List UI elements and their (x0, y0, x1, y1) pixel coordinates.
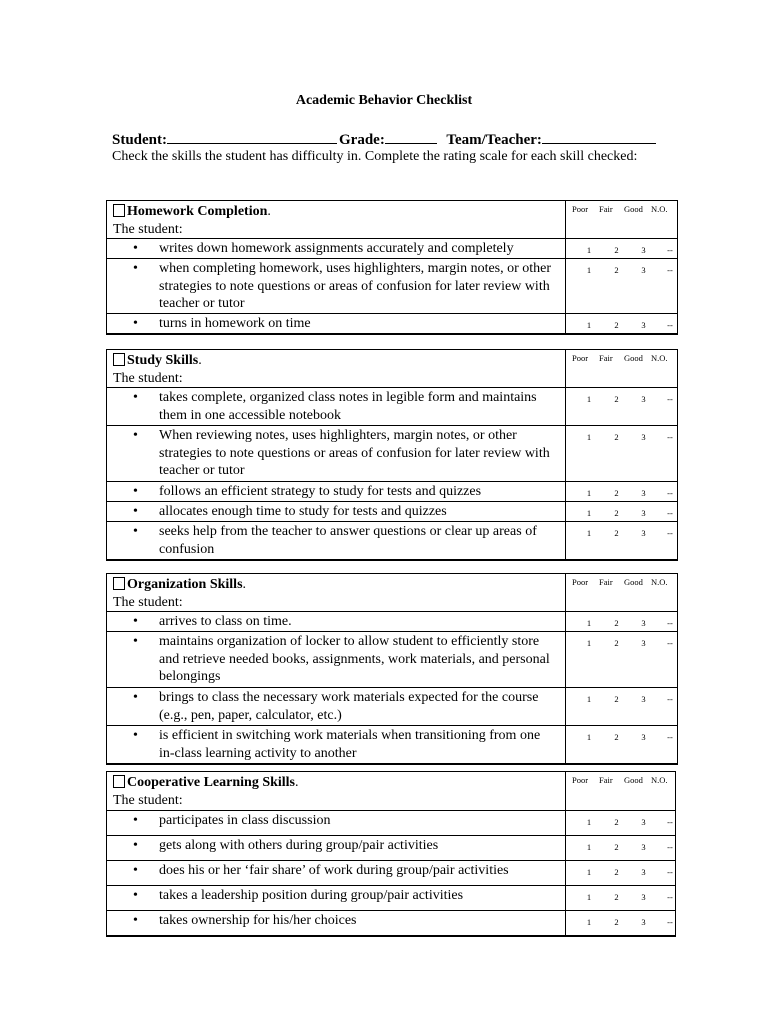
rating-scale-header (572, 353, 671, 363)
rating-option[interactable]: 1 (586, 917, 592, 927)
rating-option[interactable]: 1 (586, 394, 592, 404)
section-header (107, 350, 677, 388)
bullet-icon: • (133, 813, 138, 828)
item-text: participates in class discussion (159, 813, 331, 828)
rating-option[interactable]: 1 (586, 320, 592, 330)
rating-option[interactable]: -- (667, 867, 673, 877)
section-checkbox[interactable] (113, 577, 125, 590)
section-intro: The student: (113, 793, 183, 808)
scale-label-good: Good (624, 353, 643, 363)
section-name-period: . (267, 204, 271, 219)
rating-option[interactable]: -- (667, 394, 673, 404)
checklist-item (107, 426, 677, 482)
team-teacher-label: Team/Teacher: (446, 132, 542, 148)
item-text: allocates enough time to study for tests and quizzes (159, 504, 447, 519)
bullet-icon: • (133, 524, 138, 539)
rating-option[interactable]: 2 (614, 917, 619, 927)
scale-label-poor: Poor (572, 353, 589, 363)
rating-option[interactable]: -- (667, 432, 673, 442)
rating-option[interactable]: 3 (641, 638, 646, 648)
rating-option[interactable]: 2 (614, 618, 619, 628)
rating-option[interactable]: 3 (641, 842, 646, 852)
rating-scale-header (572, 775, 671, 785)
checklist-item (107, 811, 675, 836)
section-name-period: . (295, 775, 299, 790)
rating-option[interactable]: 3 (641, 320, 646, 330)
bullet-icon: • (133, 484, 138, 499)
checklist-item (107, 612, 677, 632)
rating-scale-header (572, 204, 671, 214)
rating-option[interactable]: -- (667, 488, 673, 498)
section-name: Homework Completion (127, 204, 268, 219)
rating-option[interactable]: 2 (614, 432, 619, 442)
rating-option[interactable]: -- (667, 320, 673, 330)
rating-option[interactable]: 3 (641, 917, 646, 927)
rating-column-divider (565, 201, 566, 334)
section-header (107, 201, 677, 239)
rating-option[interactable]: 3 (641, 265, 646, 275)
bullet-icon: • (133, 838, 138, 853)
team-teacher-blank[interactable] (542, 129, 656, 144)
item-rating-scale (575, 839, 683, 857)
rating-scale-header (572, 577, 671, 587)
grade-label: Grade: (339, 132, 385, 148)
scale-label-fair: Fair (599, 353, 613, 363)
bullet-icon: • (133, 241, 138, 256)
checklist-item (107, 886, 675, 911)
scale-label-poor: Poor (572, 204, 589, 214)
rating-option[interactable]: 2 (614, 694, 619, 704)
rating-option[interactable]: 1 (586, 867, 592, 877)
rating-option[interactable]: 1 (586, 245, 592, 255)
checklist-item (107, 482, 677, 502)
bullet-icon: • (133, 888, 138, 903)
rating-option[interactable]: 2 (614, 528, 619, 538)
item-text: takes complete, organized class notes in legible form and maintains them in one accessible notebook (159, 390, 537, 423)
item-text: When reviewing notes, uses highlighters, margin notes, or other strategies to note questions or areas of confusion for later review with teacher or tutor (159, 428, 550, 478)
item-rating-scale (575, 729, 683, 747)
bullet-icon: • (133, 634, 138, 649)
rating-option[interactable]: 1 (586, 892, 592, 902)
scale-label-no: N.O. (651, 577, 668, 587)
rating-option[interactable]: 2 (614, 638, 619, 648)
rating-option[interactable]: 1 (586, 432, 592, 442)
item-rating-scale (575, 429, 683, 447)
item-rating-scale (575, 317, 683, 335)
checklist-item (107, 259, 677, 314)
item-rating-scale (575, 889, 683, 907)
rating-option[interactable]: 1 (586, 842, 592, 852)
checklist-item (107, 688, 677, 726)
item-text: seeks help from the teacher to answer questions or clear up areas of confusion (159, 524, 537, 557)
item-rating-scale (575, 505, 683, 523)
section-header (107, 772, 675, 811)
item-text: takes ownership for his/her choices (159, 913, 357, 928)
checklist-item (107, 314, 677, 334)
section-name: Organization Skills (127, 577, 243, 592)
item-rating-scale (575, 391, 683, 409)
rating-column-divider (565, 574, 566, 764)
bullet-icon: • (133, 913, 138, 928)
section-checkbox[interactable] (113, 775, 125, 788)
item-rating-scale (575, 615, 683, 633)
checklist-item (107, 502, 677, 522)
student-label: Student: (112, 132, 168, 148)
bullet-icon: • (133, 728, 138, 743)
item-text: takes a leadership position during group/pair activities (159, 888, 464, 903)
rating-option[interactable]: 1 (586, 528, 592, 538)
checklist-section (106, 771, 676, 937)
rating-option[interactable]: -- (667, 618, 673, 628)
checklist-section (106, 573, 678, 765)
checklist-item (107, 239, 677, 259)
checklist-item (107, 388, 677, 426)
scale-label-no: N.O. (651, 775, 668, 785)
checklist-item (107, 861, 675, 886)
item-rating-scale (575, 262, 683, 280)
bullet-icon: • (133, 390, 138, 405)
item-rating-scale (575, 864, 683, 882)
checklist-section (106, 349, 678, 561)
checklist-section (106, 200, 678, 335)
scale-label-good: Good (624, 775, 643, 785)
scale-label-no: N.O. (651, 353, 668, 363)
section-header (107, 574, 677, 612)
rating-column-divider (565, 350, 566, 560)
bullet-icon: • (133, 863, 138, 878)
rating-option[interactable]: -- (667, 265, 673, 275)
rating-option[interactable]: -- (667, 842, 673, 852)
scale-label-poor: Poor (572, 577, 589, 587)
rating-option[interactable]: 3 (641, 508, 646, 518)
bullet-icon: • (133, 316, 138, 331)
item-text: follows an efficient strategy to study for tests and quizzes (159, 484, 482, 499)
rating-option[interactable]: 2 (614, 508, 619, 518)
rating-option[interactable]: 2 (614, 320, 619, 330)
item-text: is efficient in switching work materials when transitioning from one in-class learning activity to another (159, 728, 541, 761)
rating-option[interactable]: 1 (586, 488, 592, 498)
item-rating-scale (575, 242, 683, 260)
rating-option[interactable]: -- (667, 917, 673, 927)
rating-option[interactable]: 2 (614, 892, 619, 902)
scale-label-fair: Fair (599, 577, 613, 587)
rating-option[interactable]: -- (667, 732, 673, 742)
rating-option[interactable]: -- (667, 694, 673, 704)
rating-option[interactable]: -- (667, 528, 673, 538)
rating-option[interactable]: 3 (641, 394, 646, 404)
checklist-item (107, 522, 677, 560)
scale-label-fair: Fair (599, 204, 613, 214)
scale-label-no: N.O. (651, 204, 668, 214)
item-text: brings to class the necessary work materials expected for the course (e.g., pen, paper, calculator, etc.) (159, 690, 539, 723)
rating-option[interactable]: 3 (641, 732, 646, 742)
rating-option[interactable]: 3 (641, 488, 646, 498)
item-text: turns in homework on time (159, 316, 311, 331)
item-rating-scale (575, 485, 683, 503)
checklist-item (107, 632, 677, 688)
item-rating-scale (575, 691, 683, 709)
section-intro: The student: (113, 371, 183, 386)
item-rating-scale (575, 914, 683, 932)
rating-option[interactable]: -- (667, 508, 673, 518)
bullet-icon: • (133, 428, 138, 443)
rating-option[interactable]: 2 (614, 265, 619, 275)
section-checkbox[interactable] (113, 204, 125, 217)
rating-option[interactable]: 3 (641, 528, 646, 538)
rating-option[interactable]: 1 (586, 265, 592, 275)
section-name-period: . (198, 353, 202, 368)
student-info-line (112, 129, 658, 149)
item-text: when completing homework, uses highlighters, margin notes, or other strategies to note questions or areas of confusion for later review with teacher or tutor (159, 261, 552, 311)
rating-option[interactable]: 1 (586, 508, 592, 518)
bullet-icon: • (133, 690, 138, 705)
page-title: Academic Behavior Checklist (295, 93, 473, 108)
item-rating-scale (575, 525, 683, 543)
rating-option[interactable]: 1 (586, 638, 592, 648)
bullet-icon: • (133, 261, 138, 276)
rating-option[interactable]: 3 (641, 867, 646, 877)
rating-option[interactable]: -- (667, 638, 673, 648)
rating-column-divider (565, 772, 566, 936)
rating-option[interactable]: 2 (614, 842, 619, 852)
rating-option[interactable]: 3 (641, 245, 646, 255)
rating-option[interactable]: 2 (614, 245, 619, 255)
rating-option[interactable]: -- (667, 245, 673, 255)
rating-option[interactable]: 2 (614, 488, 619, 498)
grade-blank[interactable] (385, 129, 437, 144)
checklist-item (107, 911, 675, 936)
item-text: gets along with others during group/pair activities (159, 838, 439, 853)
rating-option[interactable]: 3 (641, 817, 646, 827)
rating-option[interactable]: 1 (586, 694, 592, 704)
rating-option[interactable]: -- (667, 892, 673, 902)
rating-option[interactable]: 3 (641, 694, 646, 704)
section-name: Study Skills (127, 353, 199, 368)
checklist-item (107, 836, 675, 861)
section-checkbox[interactable] (113, 353, 125, 366)
rating-option[interactable]: 2 (614, 817, 619, 827)
instructions: Check the skills the student has difficulty in. Complete the rating scale for each skill checked: (112, 149, 638, 164)
rating-option[interactable]: 3 (641, 892, 646, 902)
checklist-item (107, 726, 677, 764)
bullet-icon: • (133, 504, 138, 519)
rating-option[interactable]: 3 (641, 618, 646, 628)
scale-label-good: Good (624, 577, 643, 587)
item-rating-scale (575, 814, 683, 832)
rating-option[interactable]: 1 (586, 618, 592, 628)
section-name: Cooperative Learning Skills (127, 775, 296, 790)
item-text: writes down homework assignments accurately and completely (159, 241, 514, 256)
rating-option[interactable]: 1 (586, 817, 592, 827)
item-text: arrives to class on time. (159, 614, 292, 629)
student-blank[interactable] (167, 129, 337, 144)
rating-option[interactable]: -- (667, 817, 673, 827)
scale-label-fair: Fair (599, 775, 613, 785)
item-text: maintains organization of locker to allow student to efficiently store and retrieve needed books, assignments, work materials, and personal belongings (159, 634, 550, 684)
section-intro: The student: (113, 595, 183, 610)
scale-label-poor: Poor (572, 775, 589, 785)
scale-label-good: Good (624, 204, 643, 214)
rating-option[interactable]: 1 (586, 732, 592, 742)
rating-option[interactable]: 2 (614, 732, 619, 742)
item-rating-scale (575, 635, 683, 653)
rating-option[interactable]: 2 (614, 394, 619, 404)
rating-option[interactable]: 3 (641, 432, 646, 442)
item-text: does his or her ‘fair share’ of work during group/pair activities (159, 863, 509, 878)
section-name-period: . (242, 577, 247, 592)
section-intro: The student: (113, 222, 183, 237)
bullet-icon: • (133, 614, 138, 629)
rating-option[interactable]: 2 (614, 867, 619, 877)
